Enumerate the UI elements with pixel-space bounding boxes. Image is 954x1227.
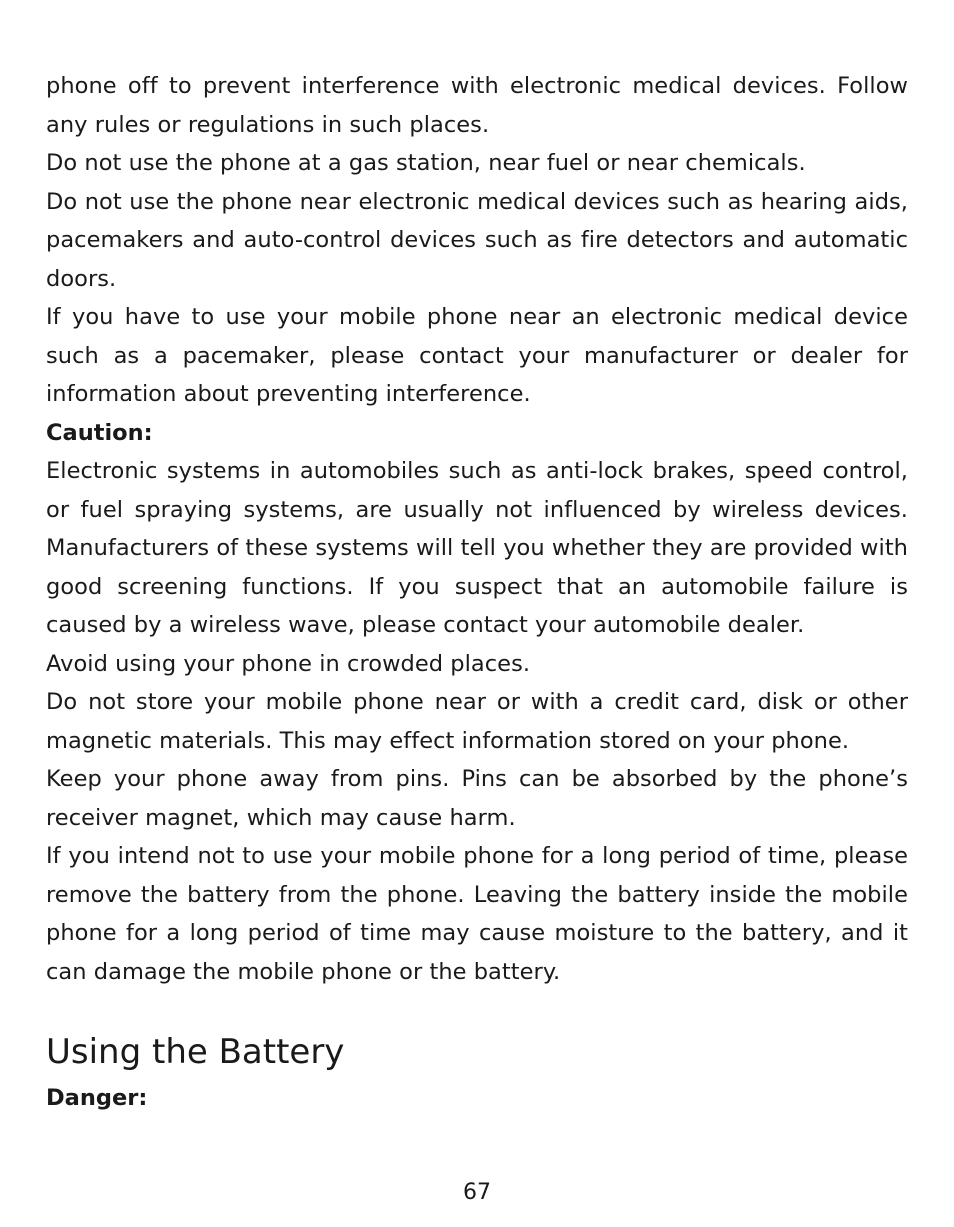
paragraph-magnetic-materials: Do not store your mobile phone near or with a credit card, disk or other magnetic materials. This may effect information stored on your phone. [46,689,908,754]
caution-heading: Caution: [46,419,153,446]
paragraph-pins: Keep your phone away from pins. Pins can be absorbed by the phone’s receiver magnet, which may cause harm. [46,766,908,831]
section-spacer [46,991,908,1031]
paragraph-automobile-systems: Electronic systems in automobiles such as anti-lock brakes, speed control, or fuel spraying systems, are usually not influenced by wireless devices. Manufacturers of these systems will tell you whether they are provided with good screening functions. If you suspect that an automobile failure is caused by a wireless wave, please contact your automobile dealer. [46,458,908,638]
paragraph-crowded-places: Avoid using your phone in crowded places. [46,650,531,677]
page-number: 67 [463,1180,491,1205]
paragraph-medical-rules: phone off to prevent interference with electronic medical devices. Follow any rules or regulations in such places. [46,73,908,138]
paragraph-battery-removal: If you intend not to use your mobile phone for a long period of time, please remove the battery from the phone. Leaving the battery inside the mobile phone for a long period of time may cause moisture to the battery, and it can damage the mobile phone or the battery. [46,843,908,985]
page-content [46,67,908,1118]
danger-heading: Danger: [46,1085,148,1111]
paragraph-gas-station: Do not use the phone at a gas station, near fuel or near chemicals. [46,150,806,176]
paragraph-pacemaker: If you have to use your mobile phone near an electronic medical device such as a pacemaker, please contact your manufacturer or dealer for information about preventing interference. [46,304,908,407]
paragraph-medical-devices: Do not use the phone near electronic medical devices such as hearing aids, pacemakers and auto-control devices such as fire detectors and automatic doors. [46,188,908,292]
section-title: Using the Battery [46,1032,345,1072]
